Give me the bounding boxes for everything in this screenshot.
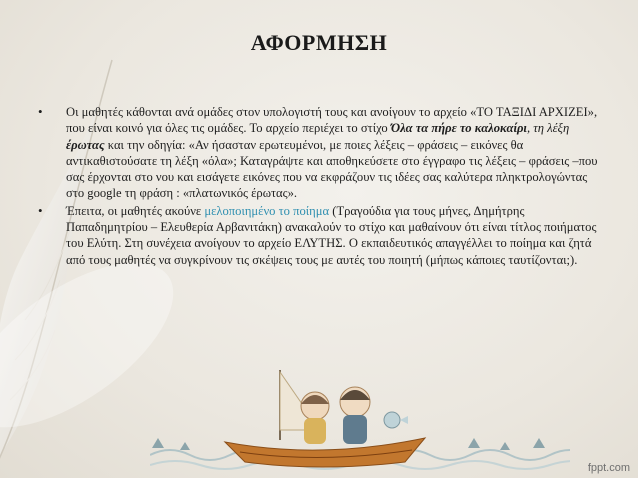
footer-brand: fppt.com — [587, 462, 630, 474]
verse-text: Όλα τα πήρε το καλοκαίρι — [390, 121, 527, 136]
slide-title: ΑΦΟΡΜΗΣΗ — [250, 30, 388, 55]
bullet-1-text-c: και την οδηγία: «Αν ήσασταν ερωτευμένοι, με ποιες λέξεις – φράσεις – εικόνες θα αντικαθιστούσατε τη λέξη «όλα»; Καταγράψτε και αποθηκεύσετε στο έγγραφο τις λέξεις – φράσεις –που σας έρχονται στο νου και εισάγετε εικόνες που να εκφράζουν τις ιδέες σας καλύτερα πληκτρολογώντας στο google τη φράση : «πλατωνικός έρωτας». — [66, 137, 598, 201]
bullet-2-text-a: Έπειτα, οι μαθητές ακούνε — [66, 203, 205, 218]
boat-illustration — [150, 360, 570, 478]
bullet-1-text-b: , τη λέξη — [526, 121, 570, 136]
bullet-item-1 — [36, 104, 608, 202]
bullet-item-2 — [36, 203, 608, 268]
bullet-dot: • — [38, 202, 43, 218]
bullet-2-text-b: (Τραγούδια για τους μήνες, Δημήτρης Παπαδημητρίου – Ελευθερία Αρβανιτάκη) ανακαλούν το στίχο και μαθαίνουν ότι είναι τίτλος ποιήματος του Ελύτη. Στη συνέχεια ανοίγουν το αρχείο ΕΛΥΤΗΣ. Ο εκπαιδευτικός απαγγέλλει το ποίημα και ζητά από τους μαθητές να συγκρίνουν τις σκέψεις τους με αυτές του ποιητή (μήπως κάποιες ταυτίζονται;). — [66, 203, 597, 267]
bullet-1-text-a: Οι μαθητές κάθονται ανά ομάδες στον υπολογιστή τους και ανοίγουν το αρχείο «ΤΟ ΤΑΞΙΔΙ ΑΡΧΙΖΕΙ», που είναι κοινό για όλες τις ομάδες. Το αρχείο περιέχει το στίχο — [66, 105, 598, 136]
keyword-erotas: έρωτας — [66, 137, 105, 152]
bullet-dot: • — [38, 104, 43, 119]
poem-link[interactable]: μελοποιημένο το ποίημα — [204, 203, 330, 218]
bullet-list — [36, 104, 608, 269]
